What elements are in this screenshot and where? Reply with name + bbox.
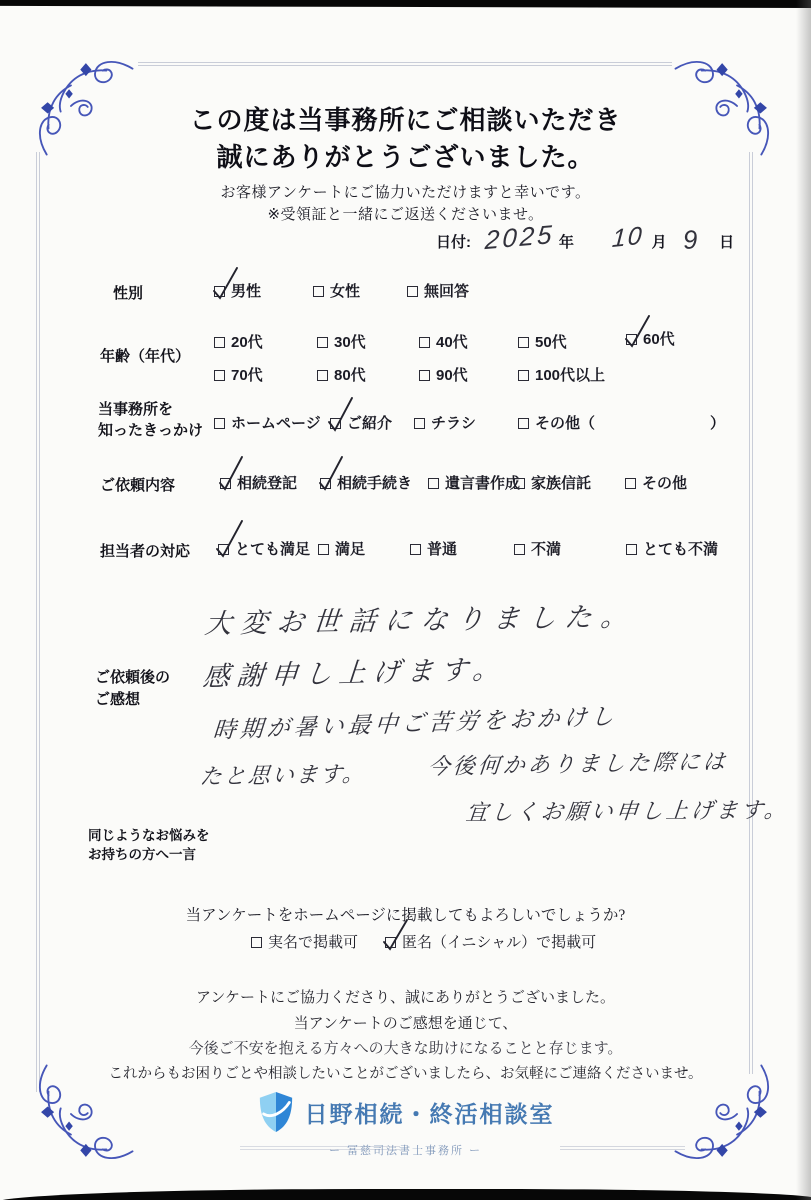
option-label: 100代以上 <box>535 367 606 384</box>
date-month-handwritten: 10 <box>610 221 645 254</box>
checkbox-icon <box>317 370 328 381</box>
checkbox-icon <box>214 418 225 429</box>
checkbox-icon <box>626 334 637 345</box>
advice-label-line2: お持ちの方へ一言 <box>88 847 196 862</box>
option-label: 90代 <box>436 367 468 384</box>
checkbox-option-no-answer <box>407 280 469 301</box>
checkbox-option-30s <box>317 331 366 352</box>
checkbox-option-40s <box>419 331 468 352</box>
option-label: とても満足 <box>235 541 311 558</box>
frame-line-top <box>138 62 672 66</box>
checkbox-icon <box>518 418 529 429</box>
checkbox-option-dissatisfied <box>514 538 561 559</box>
checkbox-option-publish-anonymous <box>385 931 596 952</box>
option-label: その他 <box>642 475 688 492</box>
option-label: 50代 <box>535 334 567 351</box>
date-day-unit: 日 <box>719 234 735 251</box>
checkmark-icon <box>210 263 240 307</box>
office-name: 日野相続・終活相談室 <box>304 1100 555 1127</box>
option-label: 満足 <box>335 541 366 558</box>
other-source-close-paren: ） <box>710 415 726 432</box>
page-subtitle-line2: ※受領証と一緒にご返送くださいませ。 <box>267 206 544 223</box>
checkbox-icon <box>313 286 324 297</box>
date-month-unit: 月 <box>651 234 667 251</box>
checkbox-option-20s <box>214 331 263 352</box>
checkmark-icon <box>622 311 652 355</box>
handwritten-feedback-line1: 大変お世話になりました。 <box>203 601 639 640</box>
checkbox-icon <box>518 370 529 381</box>
closing-line-3: 今後ご不安を抱える方々への大きな助けになることと存じます。 <box>188 1041 623 1057</box>
office-logo <box>0 1090 811 1158</box>
page-title-line2: 誠にありがとうございました。 <box>216 142 595 172</box>
checkbox-icon <box>419 370 430 381</box>
page-subtitle-line1: お客様アンケートにご協力いただけますと幸いです。 <box>220 184 591 201</box>
checkbox-option-inheritance-procedure <box>320 472 412 493</box>
option-label: ご紹介 <box>347 415 393 432</box>
checkbox-icon <box>320 478 331 489</box>
scan-artifact-bottom-bar <box>0 1189 811 1200</box>
option-label: 60代 <box>643 331 675 348</box>
option-label: とても不満 <box>643 541 719 558</box>
option-label: 20代 <box>231 334 263 351</box>
closing-line-2: 当アンケートのご感想を通じて、 <box>293 1016 518 1032</box>
date-row <box>436 218 735 256</box>
checkbox-option-other-request <box>625 472 687 493</box>
checkmark-icon <box>381 914 411 958</box>
option-label: 40代 <box>436 334 468 351</box>
checkbox-icon <box>317 337 328 348</box>
option-label: 無回答 <box>424 283 470 300</box>
checkbox-icon <box>218 544 229 555</box>
handwritten-feedback-line2: 感謝申し上げます。 <box>201 654 508 693</box>
checkbox-option-male <box>214 280 261 301</box>
handwritten-feedback-line6: 宜しくお願い申し上げます。 <box>464 797 791 826</box>
question-label-source-line1: 当事務所を <box>98 401 174 418</box>
question-label-gender: 性別 <box>113 285 144 302</box>
checkbox-icon <box>220 478 231 489</box>
feedback-label-line2: ご感想 <box>95 691 141 708</box>
checkmark-icon <box>326 395 356 439</box>
option-label: 相続手続き <box>337 475 413 492</box>
checkbox-icon <box>414 418 425 429</box>
shield-icon <box>257 1090 295 1134</box>
question-label-age: 年齢（年代） <box>100 348 191 365</box>
checkmark-icon <box>214 521 244 565</box>
office-subtitle: ー 冨慈司法書士事務所 ー <box>328 1145 483 1157</box>
checkbox-icon <box>214 286 225 297</box>
checkmark-icon <box>216 455 246 499</box>
checkbox-icon <box>514 478 525 489</box>
handwritten-feedback-line4: たと思います。 <box>198 761 368 790</box>
checkbox-option-very-dissatisfied <box>626 538 718 559</box>
advice-label-line1: 同じようなお悩みを <box>88 828 210 843</box>
date-year-unit: 年 <box>558 234 574 251</box>
option-label: 30代 <box>334 334 366 351</box>
checkbox-icon <box>518 337 529 348</box>
checkbox-option-referral <box>330 412 392 433</box>
checkbox-option-90s <box>419 364 468 385</box>
option-label: 女性 <box>330 283 361 300</box>
checkbox-icon <box>251 937 262 948</box>
option-label: 遺言書作成 <box>445 475 521 492</box>
checkbox-icon <box>410 544 421 555</box>
closing-line-1: アンケートにご協力くださり、誠にありがとうございました。 <box>195 990 616 1006</box>
checkbox-option-100s <box>518 364 605 385</box>
checkbox-option-homepage <box>214 412 321 433</box>
scan-artifact-top-bar <box>0 0 811 8</box>
option-label: 匿名（イニシャル）で掲載可 <box>402 935 597 951</box>
checkbox-icon <box>385 937 396 948</box>
checkbox-icon <box>514 544 525 555</box>
checkbox-option-female <box>313 280 360 301</box>
option-label: ホームページ <box>231 415 321 432</box>
checkbox-icon <box>428 478 439 489</box>
checkbox-icon <box>214 337 225 348</box>
checkbox-icon <box>330 418 341 429</box>
frame-line-left <box>36 152 40 1092</box>
question-label-request: ご依頼内容 <box>100 477 176 494</box>
checkbox-option-very-satisfied <box>218 538 310 559</box>
checkbox-icon <box>626 544 637 555</box>
checkbox-icon <box>625 478 636 489</box>
checkbox-icon <box>214 370 225 381</box>
checkbox-option-80s <box>317 364 366 385</box>
feedback-label-line1: ご依頼後の <box>95 669 171 686</box>
option-label: 不満 <box>531 541 562 558</box>
checkbox-option-50s <box>518 331 567 352</box>
checkbox-option-family-trust <box>514 472 591 493</box>
checkbox-option-publish-real-name <box>251 931 358 952</box>
date-year-handwritten: 2025 <box>484 218 556 256</box>
checkbox-option-inheritance-registration <box>220 472 297 493</box>
option-label: 80代 <box>334 367 366 384</box>
checkbox-option-neutral <box>410 538 457 559</box>
checkbox-icon <box>419 337 430 348</box>
checkbox-option-70s <box>214 364 263 385</box>
checkmark-icon <box>316 455 346 499</box>
option-label: 実名で掲載可 <box>268 935 359 951</box>
option-label: チラシ <box>431 415 477 432</box>
handwritten-feedback-line5: 今後何かありました際には <box>426 748 729 780</box>
handwritten-feedback-line3: 時期が暑い最中ご苦労をおかけし <box>211 702 619 744</box>
option-label: 家族信託 <box>531 475 592 492</box>
date-label: 日付: <box>436 234 471 251</box>
option-label: その他（ <box>535 415 596 432</box>
question-label-satisfaction: 担当者の対応 <box>100 543 191 560</box>
checkbox-option-other-source <box>518 412 595 433</box>
option-label: 男性 <box>231 283 262 300</box>
checkbox-option-60s <box>626 328 675 349</box>
option-label: 70代 <box>231 367 263 384</box>
checkbox-icon <box>318 544 329 555</box>
page-title-line1: この度は当事務所にご相談いただき <box>189 105 622 135</box>
closing-line-4: これからもお困りごとや相談したいことがございましたら、お気軽にご連絡くださいませ。 <box>108 1066 703 1082</box>
checkbox-option-flyer <box>414 412 476 433</box>
checkbox-option-satisfied <box>318 538 365 559</box>
frame-line-right <box>749 152 753 1074</box>
publish-question: 当アンケートをホームページに掲載してもよろしいでしょうか? <box>185 907 626 924</box>
checkbox-icon <box>407 286 418 297</box>
date-day-handwritten: 9 <box>681 224 699 255</box>
option-label: 普通 <box>427 541 458 558</box>
option-label: 相続登記 <box>237 475 298 492</box>
checkbox-option-will-drafting <box>428 472 520 493</box>
question-label-source-line2: 知ったきっかけ <box>98 422 204 439</box>
